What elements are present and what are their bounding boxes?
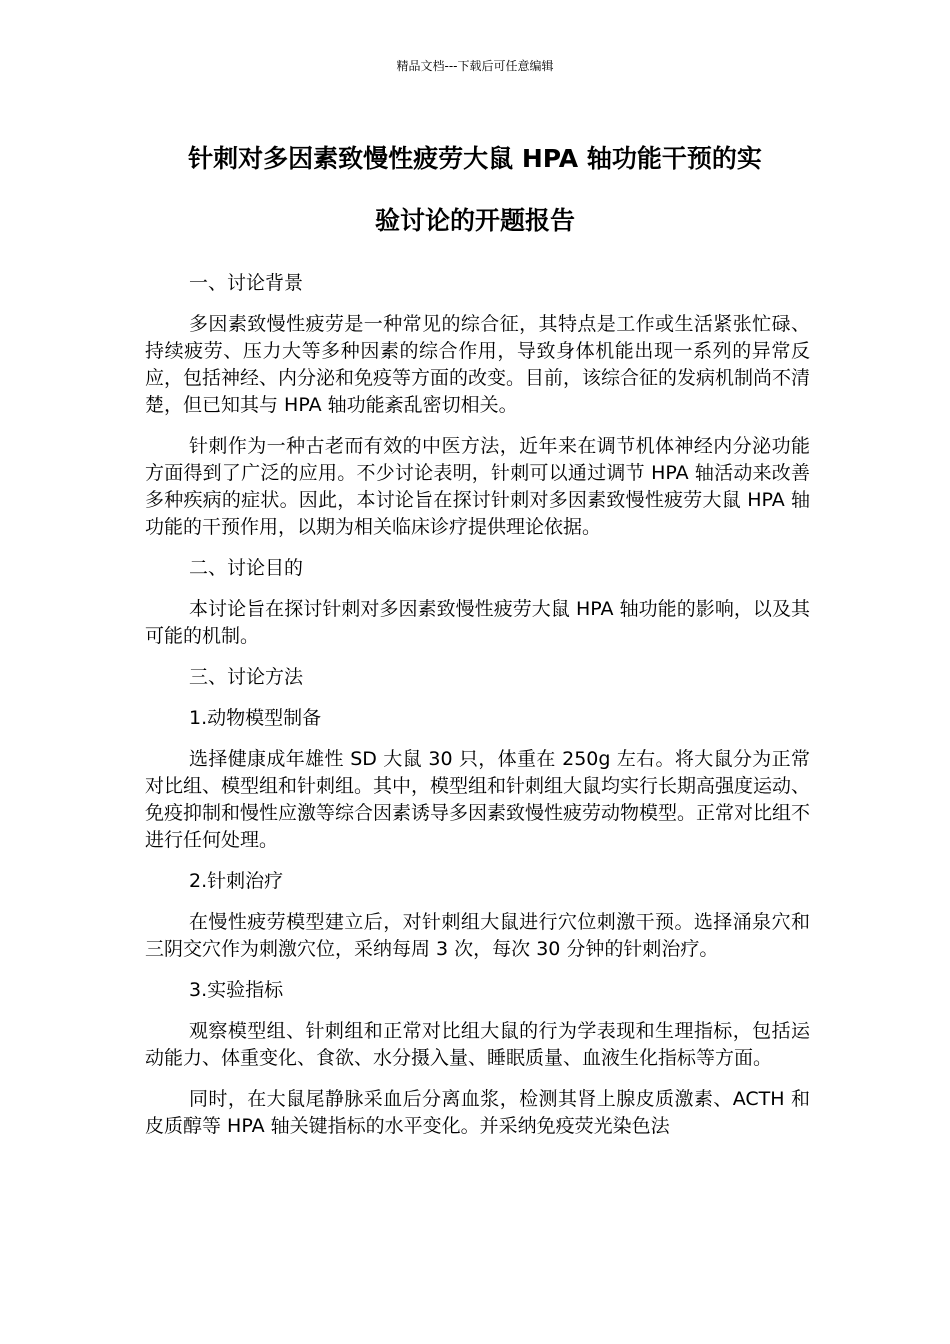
- title-line-1: 针刺对多因素致慢性疲劳大鼠 HPA 轴功能干预的实: [188, 144, 762, 173]
- paragraph-background-2: 针刺作为一种古老而有效的中医方法，近年来在调节机体神经内分泌功能方面得到了广泛的应用。不少讨论表明，针刺可以通过调节 HPA 轴活动来改善多种疾病的症状。因此，本讨论旨在探讨针刺对多因素致慢性疲劳大鼠 HPA 轴功能的干预作用，以期为相关临床诊疗提供理论依据。: [145, 435, 810, 538]
- paragraph-indicators-1: 观察模型组、针刺组和正常对比组大鼠的行为学表现和生理指标，包括运动能力、体重变化、食欲、水分摄入量、睡眠质量、血液生化指标等方面。: [145, 1020, 810, 1069]
- page-header-watermark: 精品文档---下载后可任意编辑: [396, 59, 554, 73]
- document-body: [145, 270, 810, 1154]
- title-line-2: 验讨论的开题报告: [374, 206, 575, 235]
- paragraph-animal-model: 选择健康成年雄性 SD 大鼠 30 只，体重在 250g 左右。将大鼠分为正常对比组、模型组和针刺组。其中，模型组和针刺组大鼠均实行长期高强度运动、免疫抑制和慢性应激等综合因素诱导多因素致慢性疲劳动物模型。正常对比组不进行任何处理。: [145, 748, 811, 851]
- section-heading-background: 一、讨论背景: [189, 272, 304, 294]
- section-heading-methods: 三、讨论方法: [189, 666, 304, 688]
- paragraph-background-1: 多因素致慢性疲劳是一种常见的综合征，其特点是工作或生活紧张忙碌、持续疲劳、压力大等多种因素的综合作用，导致身体机能出现一系列的异常反应，包括神经、内分泌和免疫等方面的改变。目前，该综合征的发病机制尚不清楚，但已知其与 HPA 轴功能紊乱密切相关。: [145, 313, 811, 416]
- subheading-acupuncture-treatment: 2.针刺治疗: [189, 870, 284, 892]
- paragraph-acupuncture-treatment: 在慢性疲劳模型建立后，对针刺组大鼠进行穴位刺激干预。选择涌泉穴和三阴交穴作为刺激穴位，采纳每周 3 次，每次 30 分钟的针刺治疗。: [145, 911, 810, 960]
- subheading-animal-model: 1.动物模型制备: [189, 707, 322, 729]
- subheading-experiment-indicators: 3.实验指标: [189, 979, 284, 1001]
- paragraph-indicators-2: 同时，在大鼠尾静脉采血后分离血浆，检测其肾上腺皮质激素、ACTH 和皮质醇等 HPA 轴关键指标的水平变化。并采纳免疫荧光染色法: [145, 1088, 810, 1137]
- document-title: [145, 128, 805, 252]
- section-heading-purpose: 二、讨论目的: [189, 557, 304, 579]
- paragraph-purpose: 本讨论旨在探讨针刺对多因素致慢性疲劳大鼠 HPA 轴功能的影响，以及其可能的机制。: [145, 598, 810, 647]
